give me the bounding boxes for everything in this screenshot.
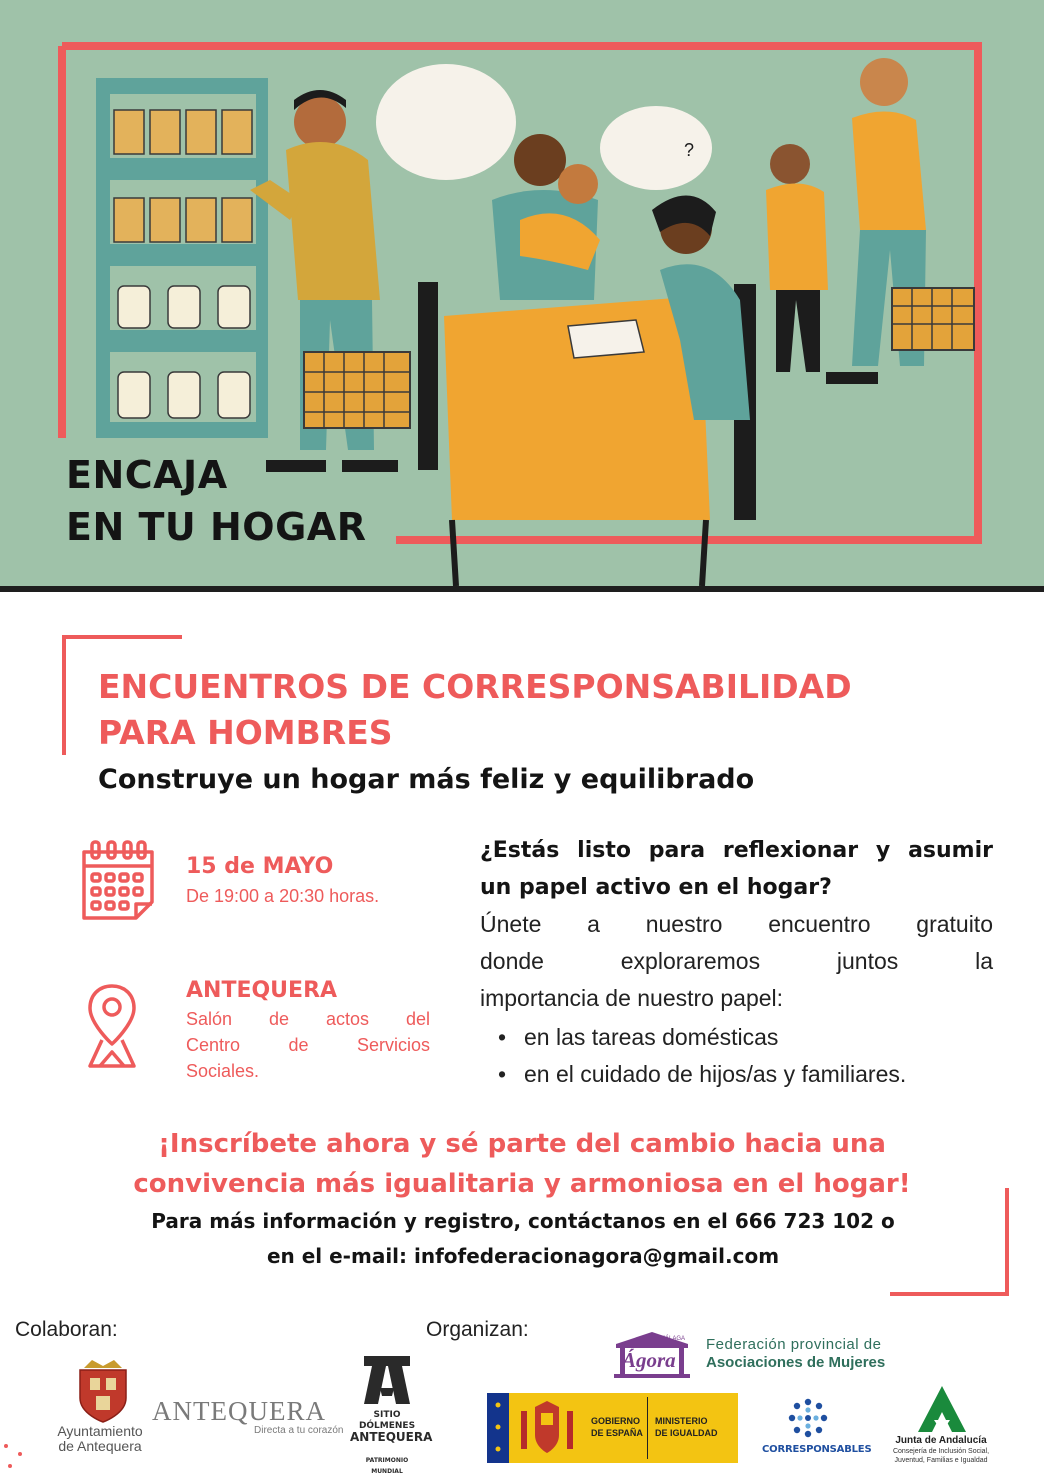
- girl-figure: [766, 144, 828, 372]
- shelf-unit: [96, 78, 268, 438]
- federacion-text: [706, 1336, 885, 1372]
- location-address: [186, 1006, 430, 1084]
- parent-with-child: [492, 134, 600, 300]
- ayuntamiento-name: [50, 1424, 150, 1454]
- dolmenes-line-2: ANTEQUERA: [350, 1430, 433, 1444]
- junta-line-2: Juventud, Familias e Igualdad: [894, 1457, 988, 1464]
- bubble-question-mark: ?: [684, 140, 695, 160]
- location-line-1: Salón de actos del: [186, 1009, 430, 1029]
- calendar-icon: [80, 840, 158, 922]
- hero-illustration: [0, 0, 1044, 586]
- hero-title-line-1: ENCAJA: [66, 453, 228, 497]
- contact-line-2: en el e-mail: infofederacionagora@gmail.com: [266, 1244, 780, 1268]
- event-subtitle: Construye un hogar más feliz y equilibrado: [98, 764, 755, 795]
- ministerio-line-1: MINISTERIO: [655, 1416, 708, 1426]
- heading-accent-vertical: [62, 635, 66, 755]
- intro-block: [480, 832, 993, 1093]
- location-line-3: Sociales.: [186, 1061, 260, 1081]
- gobierno-line-1: GOBIERNO: [591, 1416, 641, 1426]
- cta-line-2: convivencia más igualitaria y armoniosa en el hogar!: [133, 1169, 911, 1199]
- contact-accent-horizontal: [890, 1292, 1009, 1296]
- event-date: 15 de MAYO: [186, 854, 334, 879]
- hero-banner: [0, 0, 1044, 586]
- federacion-line-1: Federación provincial de: [706, 1336, 882, 1353]
- junta-line-1: Consejería de Inclusión Social,: [892, 1448, 990, 1455]
- hero-title-line-2: EN TU HOGAR: [66, 505, 367, 549]
- federacion-line-2: Asociaciones de Mujeres: [706, 1354, 886, 1371]
- dolmenes-text: [350, 1410, 433, 1477]
- intro-bullet-list: [480, 1019, 993, 1093]
- ayuntamiento-line-2: de Antequera: [58, 1438, 142, 1454]
- ministerio-line-2: DE IGUALDAD: [655, 1428, 718, 1438]
- corresponsables-text: CORRESPONSABLES: [762, 1444, 872, 1455]
- junta-andalucia-icon: [916, 1384, 968, 1436]
- intro-line-2: donde exploraremos juntos la: [480, 948, 993, 974]
- corresponsables-icon: [786, 1396, 830, 1440]
- ayuntamiento-line-1: Ayuntamiento: [57, 1423, 143, 1439]
- agora-small-text: MÁLAGA: [660, 1336, 686, 1342]
- contact-line-1: Para más información y registro, contáctanos en el 666 723 102 o: [151, 1209, 895, 1233]
- list-item: • en el cuidado de hijos/as y familiares.: [480, 1056, 993, 1093]
- antequera-brand-logo: ANTEQUERA: [152, 1396, 326, 1426]
- location-pin-icon: [86, 982, 138, 1072]
- event-heading-line-1: ENCUENTROS DE CORRESPONSABILIDAD: [98, 667, 852, 706]
- junta-text: [886, 1436, 996, 1465]
- antequera-brand-tagline: Directa a tu corazón: [254, 1425, 344, 1436]
- location-line-2: Centro de Servicios: [186, 1035, 430, 1055]
- list-item: • en las tareas domésticas: [480, 1019, 993, 1056]
- decorative-dots: [0, 1440, 30, 1476]
- intro-question-line-1: ¿Estás listo para reflexionar y asumir: [480, 838, 993, 863]
- gobierno-line-2: DE ESPAÑA: [591, 1428, 643, 1438]
- contact-accent-vertical: [1005, 1188, 1009, 1296]
- gobierno-divider: [647, 1397, 648, 1459]
- dolmenes-line-1: SITIO DÓLMENES: [358, 1410, 416, 1431]
- speech-bubble-left: [376, 64, 516, 180]
- intro-line-1: Únete a nuestro encuentro gratuito: [480, 911, 993, 937]
- location-city: ANTEQUERA: [186, 978, 338, 1003]
- heading-accent-horizontal: [62, 635, 182, 639]
- hero-divider: [0, 586, 1044, 592]
- gobierno-text: [591, 1415, 643, 1439]
- intro-question-line-2: un papel activo en el hogar?: [480, 875, 832, 900]
- gobierno-igualdad-logo: [487, 1393, 738, 1463]
- dolmenes-line-3: PATRIMONIO MUNDIAL: [365, 1457, 409, 1475]
- dolmenes-logo-icon: [362, 1354, 412, 1406]
- organizers-label: Organizan:: [426, 1318, 529, 1341]
- event-heading-line-2: PARA HOMBRES: [98, 713, 393, 752]
- ministerio-text: [655, 1415, 718, 1439]
- collaborators-label: Colaboran:: [15, 1318, 118, 1341]
- ayuntamiento-crest-icon: [76, 1358, 130, 1424]
- speech-bubble-right: [600, 106, 712, 190]
- cta-line-1: ¡Inscríbete ahora y sé parte del cambio hacia una: [158, 1129, 886, 1159]
- man-with-glasses: [826, 58, 974, 384]
- eu-stars-icon: [489, 1397, 507, 1459]
- agora-name: Ágora: [622, 1348, 676, 1372]
- spain-coat-of-arms-icon: [517, 1399, 577, 1457]
- event-hours: De 19:00 a 20:30 horas.: [186, 886, 380, 906]
- junta-name: Junta de Andalucía: [895, 1435, 987, 1446]
- intro-line-3: importancia de nuestro papel:: [480, 985, 784, 1011]
